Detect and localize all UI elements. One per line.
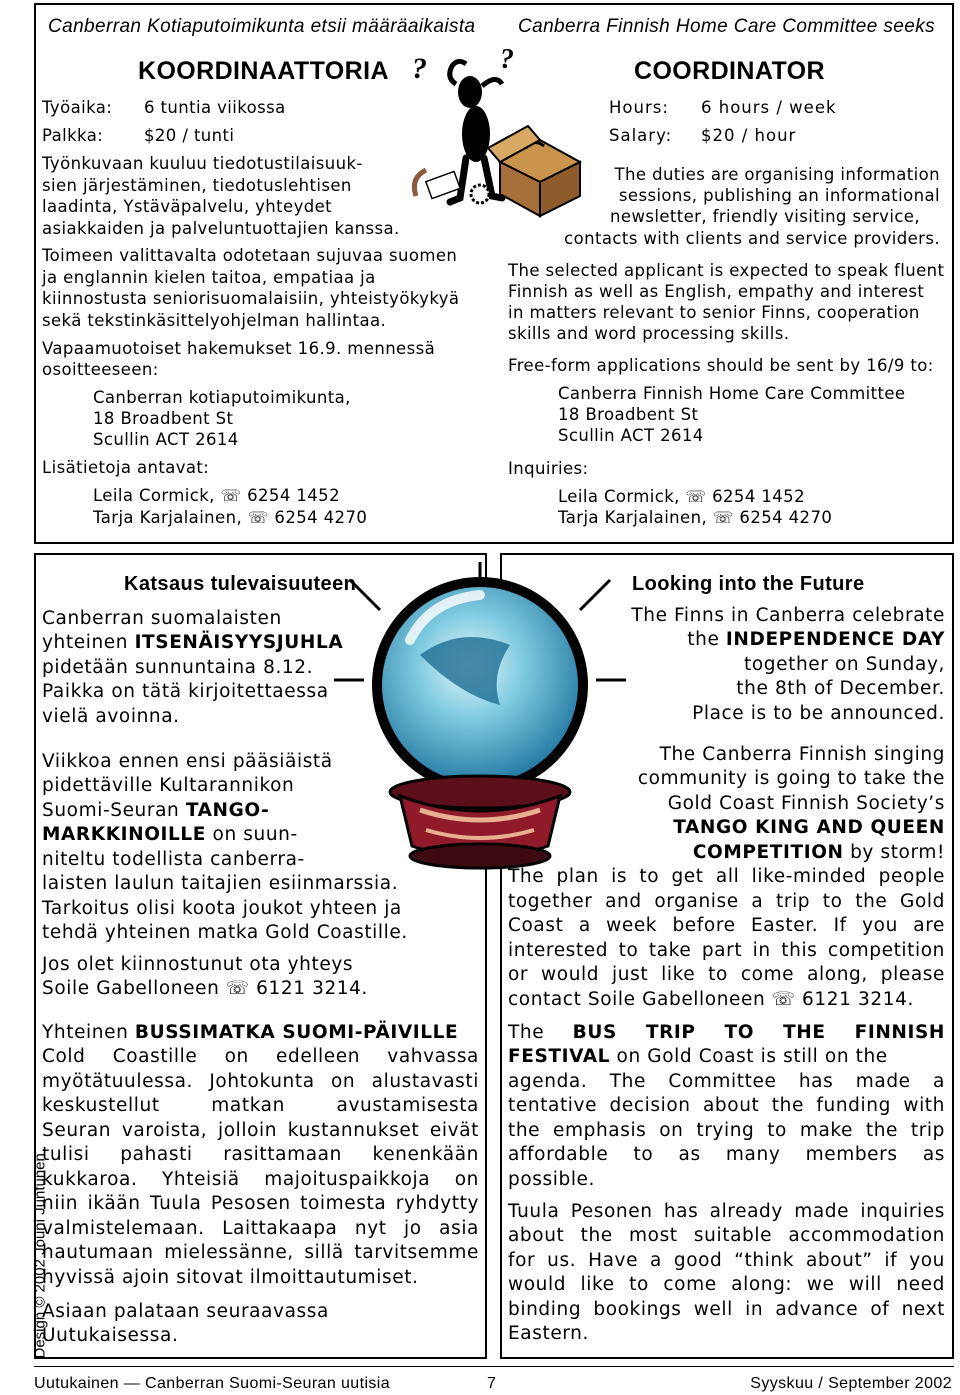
footer-rule bbox=[34, 1366, 954, 1367]
en-apply: Free-form applications should be sent by 16/9 to: bbox=[508, 356, 934, 375]
page-number: 7 bbox=[487, 1375, 497, 1392]
en-salary-value: $20 / hour bbox=[701, 126, 797, 145]
en-contact-tarja: Tarja Karjalainen, ☏ 6254 4270 bbox=[558, 508, 833, 527]
en-info-label: Inquiries: bbox=[508, 459, 589, 478]
fi-future-heading: Katsaus tulevaisuuteen bbox=[124, 573, 357, 595]
en-ad-title: Canberra Finnish Home Care Committee seeks bbox=[518, 16, 936, 37]
svg-text:?: ? bbox=[412, 52, 427, 85]
fi-salary-label: Palkka: bbox=[42, 126, 104, 145]
en-hours-label: Hours: bbox=[609, 98, 669, 117]
fi-salary-value: $20 / tunti bbox=[144, 126, 235, 145]
svg-text:?: ? bbox=[500, 44, 514, 75]
en-future-heading: Looking into the Future bbox=[632, 573, 865, 595]
fi-apply: Vapaamuotoiset hakemukset 16.9. mennessä bbox=[42, 339, 436, 358]
footer-right: Syyskuu / September 2002 bbox=[750, 1375, 952, 1392]
crystal-ball-clipart bbox=[330, 560, 630, 880]
fi-contact-leila: Leila Cormick, ☏ 6254 1452 bbox=[93, 486, 340, 505]
fi-hours-value: 6 tuntia viikossa bbox=[144, 98, 286, 117]
fi-hours-label: Työaika: bbox=[42, 98, 113, 117]
footer-left: Uutukainen — Canberran Suomi-Seuran uutisia bbox=[34, 1375, 391, 1392]
fi-contact-tarja: Tarja Karjalainen, ☏ 6254 4270 bbox=[93, 508, 368, 527]
en-ad-heading: COORDINATOR bbox=[634, 57, 825, 85]
fi-apply-2: osoitteeseen: bbox=[42, 360, 159, 379]
fi-ad-heading: KOORDINAATTORIA bbox=[138, 57, 389, 85]
design-credit: Design © 2002 Jouni Juntunen bbox=[31, 1153, 49, 1359]
en-contact-leila: Leila Cormick, ☏ 6254 1452 bbox=[558, 487, 805, 506]
fi-info-label: Lisätietoja antavat: bbox=[42, 458, 210, 477]
en-hours-value: 6 hours / week bbox=[701, 98, 837, 117]
en-salary-label: Salary: bbox=[609, 126, 673, 145]
fi-ad-title: Canberran Kotiaputoimikunta etsii määräaikaista bbox=[48, 16, 476, 37]
thinking-figure-clipart bbox=[396, 44, 606, 244]
